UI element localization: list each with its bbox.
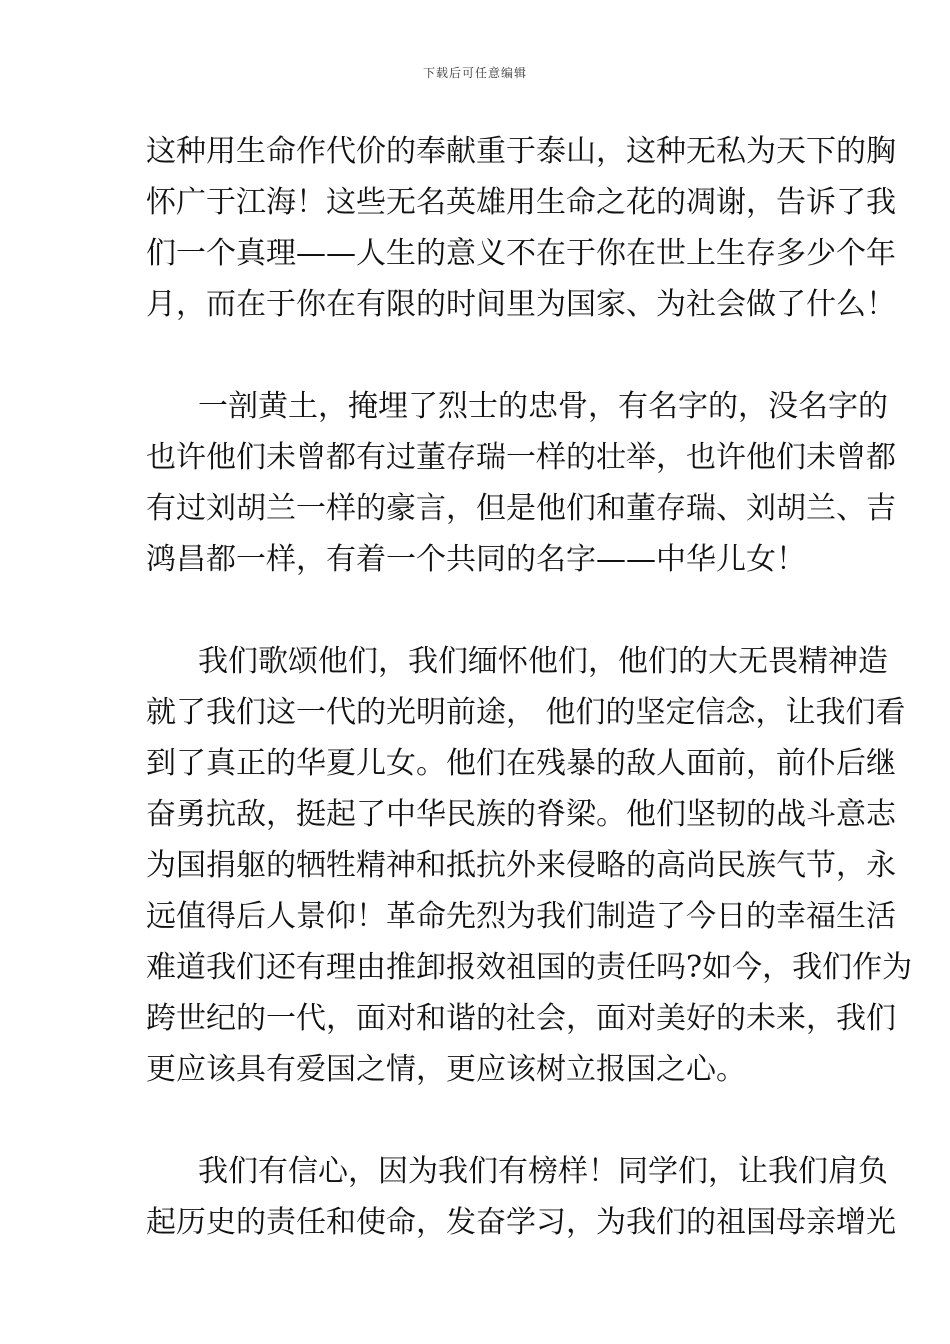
text-line: 这种用生命作代价的奉献重于泰山，这种无私为天下的胸 (146, 134, 896, 169)
text-line: 我们有信心，因为我们有榜样！同学们，让我们肩负 (198, 1154, 888, 1189)
text-line: 更应该具有爱国之情，更应该树立报国之心。 (146, 1052, 746, 1087)
text-line: 起历史的责任和使命，发奋学习，为我们的祖国母亲增光 (146, 1205, 896, 1240)
text-line: 们一个真理——人生的意义不在于你在世上生存多少个年 (146, 236, 896, 271)
body-text (146, 126, 913, 1248)
paragraph-gap (146, 585, 810, 636)
text-line: 跨世纪的一代，面对和谐的社会，面对美好的未来，我们 (146, 1001, 896, 1036)
text-line: 有过刘胡兰一样的豪言，但是他们和董存瑞、刘胡兰、吉 (146, 491, 896, 526)
paragraph-1 (146, 126, 896, 330)
text-line: 远值得后人景仰！革命先烈为我们制造了今日的幸福生活 (146, 899, 896, 934)
text-line: 一剖黄土，掩埋了烈士的忠骨，有名字的，没名字的 (198, 389, 888, 424)
text-line: 到了真正的华夏儿女。他们在残暴的敌人面前，前仆后继 (146, 746, 896, 781)
text-line: 难道我们还有理由推卸报效祖国的责任吗?如今，我们作为 (146, 950, 913, 985)
text-line: 为国捐躯的牺牲精神和抵抗外来侵略的高尚民族气节，永 (146, 848, 896, 883)
text-line: 鸿昌都一样，有着一个共同的名字——中华儿女！ (146, 542, 806, 577)
text-line: 怀广于江海！这些无名英雄用生命之花的凋谢，告诉了我 (146, 185, 896, 220)
text-line: 月，而在于你在有限的时间里为国家、为社会做了什么！ (146, 287, 896, 322)
text-line: 奋勇抗敌，挺起了中华民族的脊梁。他们坚韧的战斗意志 (146, 797, 896, 832)
text-line: 我们歌颂他们，我们缅怀他们，他们的大无畏精神造 (198, 644, 888, 679)
paragraph-gap (146, 1095, 810, 1146)
paragraph-gap (146, 330, 810, 381)
paragraph-3 (146, 636, 913, 1095)
paragraph-4 (146, 1146, 896, 1248)
header-note: 下载后可任意编辑 (422, 66, 527, 80)
text-line: 也许他们未曾都有过董存瑞一样的壮举，也许他们未曾都 (146, 440, 896, 475)
text-line: 就了我们这一代的光明前途， 他们的坚定信念，让我们看 (146, 695, 906, 730)
paragraph-2 (146, 381, 896, 585)
